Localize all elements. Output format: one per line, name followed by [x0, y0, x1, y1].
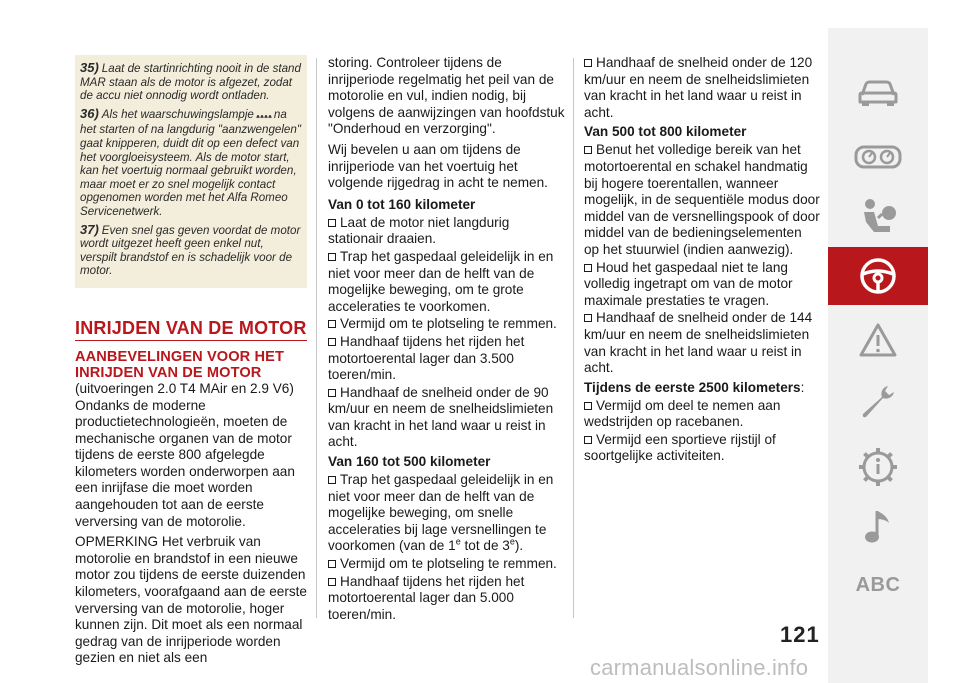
paragraph-intro: Ondanks de moderne productietechnologieën, moeten de mechanische organen van de motor tijdens de eerste 800 afgelegde kilometers worden onderworpen aan een inrijfase die moet worden aangehouden tot aan de eerste verversing van de motorolie.: [75, 397, 295, 529]
list-item-text: Vermijd om te plotseling te remmen.: [340, 556, 557, 572]
sidebar-item-maintenance[interactable]: [828, 373, 928, 431]
paragraph-continued: storing. Controleer tijdens de inrijperiode regelmatig het peil van de motorolie en vul, indien nodig, bij volgens de aanwijzingen van hoofdstuk "Onderhoud en verzorging".: [328, 55, 565, 137]
checkbox-bullet-icon: [328, 320, 336, 328]
airbag-icon: [856, 196, 900, 238]
list-item: [328, 556, 568, 573]
list-item: [584, 432, 820, 465]
list-item-text: Vermijd om te plotseling te remmen.: [340, 316, 557, 332]
sub-title: AANBEVELINGEN VOOR HET INRIJDEN VAN DE MOTOR: [75, 348, 284, 381]
chapter-sidebar: [828, 28, 928, 683]
abc-index-label: ABC: [855, 573, 901, 596]
sidebar-item-driving[interactable]: [828, 247, 928, 305]
note-37: [80, 223, 301, 278]
wrench-icon: [858, 382, 898, 422]
sidebar-item-warning[interactable]: [828, 311, 928, 369]
checkbox-bullet-icon: [328, 560, 336, 568]
list-item: [584, 55, 820, 121]
checkbox-bullet-icon: [328, 338, 336, 346]
list-item-text: Handhaaf tijdens het rijden het motortoerental lager dan 3.500 toeren/min.: [328, 333, 525, 383]
list-item-text: Trap het gaspedaal geleidelijk in en niet voor meer dan de helft van de mogelijke beweging, om snelle acceleraties bij lage versnellingen te voorkomen (van de 1: [328, 472, 554, 554]
note-35: [80, 61, 301, 103]
heading-2500-colon: :: [800, 379, 805, 395]
column-divider: [316, 58, 317, 618]
list-item-text: Handhaaf de snelheid onder de 90 km/uur en neem de snelheidslimieten van kracht in het land waar u reist in acht.: [328, 384, 554, 450]
list-item-text: Vermijd een sportieve rijstijl of soortgelijke activiteiten.: [584, 431, 776, 464]
column-left: [75, 55, 307, 671]
note-36-text-b: na: [273, 107, 287, 121]
list-item: [328, 249, 568, 315]
list-item: [328, 334, 568, 384]
warning-icon: [858, 322, 898, 358]
watermark: carmanualsonline.info: [590, 655, 809, 680]
list-item-text: Handhaaf de snelheid onder de 120 km/uur en neem de snelheidslimieten van kracht in het land waar u reist in acht.: [584, 55, 813, 120]
section-title: INRIJDEN VAN DE MOTOR: [75, 318, 307, 341]
note-36-text-c: het starten of na langdurig "aanzwengelen" gaat knipperen, duidt dit op een defect van het voorgloeisysteem. Als de motor start, kan het voertuig normaal gebruikt worden, maar moet er zo snel mogelijk contact opgenomen worden met het Alfa Romeo Servicenetwerk.: [80, 123, 301, 218]
list-item-text: Benut het volledige bereik van het motortoerental en schakel handmatig bij hogere toerentallen, wanneer mogelijk, in de sequentiële modus door middel van de versnellingspook of door middel van de bedieningselementen op het stuurwiel (indien aanwezig).: [584, 142, 820, 257]
heading-160-500: Van 160 tot 500 kilometer: [328, 454, 491, 470]
checkbox-bullet-icon: [584, 146, 592, 154]
superscript: e: [455, 536, 461, 547]
list-item: [584, 398, 820, 431]
note-36: [80, 107, 301, 219]
checkbox-bullet-icon: [328, 476, 336, 484]
list-item-text: ).: [514, 538, 524, 554]
page-number: 121: [780, 622, 820, 647]
checkbox-bullet-icon: [328, 578, 336, 586]
list-item-text: Handhaaf de snelheid onder de 144 km/uur en neem de snelheidslimieten van kracht in het land waar u reist in acht.: [584, 310, 813, 376]
list-item-text: Trap het gaspedaal geleidelijk in en niet voor meer dan de helft van de mogelijke beweging, om te grote acceleraties te voorkomen.: [328, 248, 554, 314]
checkbox-bullet-icon: [584, 436, 592, 444]
heading-2500-text: Tijdens de eerste 2500 kilometers: [584, 379, 801, 395]
paragraph-advice: Wij bevelen u aan om tijdens de inrijperiode van het voertuig het volgende rijgedrag in acht te nemen.: [328, 141, 548, 191]
note-37-number: 37): [80, 221, 99, 237]
note-36-number: 36): [80, 105, 99, 121]
paragraph-note: OPMERKING Het verbruik van motorolie en brandstof in een nieuwe motor zou tijdens de eerste duizenden kilometers, voorafgaand aan de eerste verversing van de motorolie, hoger kunnen zijn. Dit moet als een normaal gedrag van de inrijperiode worden gezien en niet als een: [75, 534, 307, 666]
heading-0-160: Van 0 tot 160 kilometer: [328, 196, 476, 212]
list-item-text: Laat de motor niet langdurig stationair draaien.: [328, 214, 510, 247]
sidebar-item-index[interactable]: [828, 556, 928, 614]
list-item: [328, 316, 568, 333]
note-37-text: Even snel gas geven voordat de motor wordt uitgezet heeft geen enkel nut, verspilt brandstof en is schadelijk voor de motor.: [80, 223, 301, 278]
checkbox-bullet-icon: [328, 389, 336, 397]
versions-text: (uitvoeringen 2.0 T4 MAir en 2.9 V6): [75, 380, 294, 396]
list-item: [328, 385, 568, 451]
column-middle: [328, 55, 568, 624]
sidebar-item-multimedia[interactable]: [828, 498, 928, 556]
sidebar-item-car[interactable]: [828, 63, 928, 121]
notes-box: [75, 55, 307, 288]
car-icon: [856, 75, 900, 109]
info-gear-icon: [857, 446, 899, 488]
sidebar-item-airbag[interactable]: [828, 188, 928, 246]
note-35-number: 35): [80, 60, 99, 75]
list-item-text: Handhaaf tijdens het rijden het motortoerental lager dan 5.000 toeren/min.: [328, 573, 525, 622]
column-divider: [573, 58, 574, 618]
heading-500-800: Van 500 tot 800 kilometer: [584, 124, 747, 140]
glow-plug-icon: [256, 110, 272, 124]
list-item: [584, 260, 820, 310]
list-item: [328, 574, 568, 624]
heading-2500: [584, 379, 820, 396]
checkbox-bullet-icon: [584, 402, 592, 410]
music-note-icon: [863, 507, 893, 547]
sidebar-item-technical[interactable]: [828, 438, 928, 496]
list-item-text: Houd het gaspedaal niet te lang volledig ingetrapt om van de motor maximale prestaties te vragen.: [584, 259, 793, 308]
superscript: e: [509, 536, 515, 547]
list-item: [328, 472, 568, 555]
checkbox-bullet-icon: [584, 314, 592, 322]
note-36-text-a: Als het waarschuwingslampje: [101, 107, 254, 121]
sidebar-item-dashboard[interactable]: [828, 128, 928, 186]
checkbox-bullet-icon: [584, 264, 592, 272]
list-item: [328, 215, 568, 248]
checkbox-bullet-icon: [584, 59, 592, 67]
checkbox-bullet-icon: [328, 219, 336, 227]
checkbox-bullet-icon: [328, 253, 336, 261]
list-item: [584, 310, 820, 376]
list-item: [584, 142, 820, 258]
list-item-text: Vermijd om deel te nemen aan wedstrijden op racebanen.: [584, 397, 781, 430]
list-item-text: tot de 3: [460, 538, 510, 554]
dashboard-icon: [854, 144, 902, 170]
steering-wheel-icon: [858, 256, 898, 296]
note-35-text: Laat de startinrichting nooit in de stand MAR staan als de motor is afgezet, zodat de accu niet onnodig wordt ontladen.: [80, 62, 301, 103]
column-right: [584, 55, 820, 466]
